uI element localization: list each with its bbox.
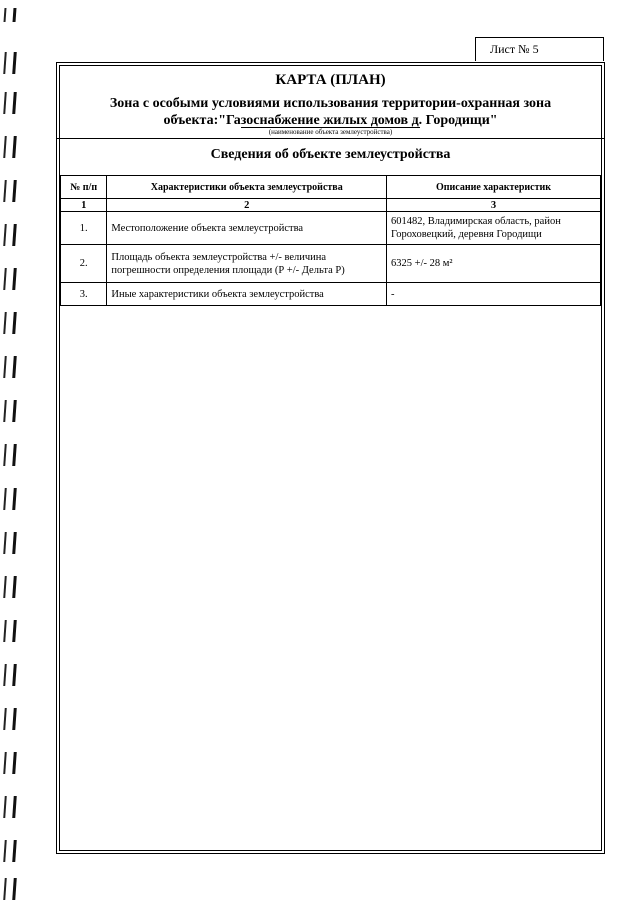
binding-mark xyxy=(3,664,17,686)
row-description: 6325 +/- 28 м² xyxy=(387,245,601,283)
page-title: КАРТА (ПЛАН) xyxy=(275,72,386,88)
row-number: 1. xyxy=(61,212,107,245)
binding-mark xyxy=(4,8,17,22)
binding-marks xyxy=(4,0,18,905)
binding-mark xyxy=(3,620,17,642)
binding-mark xyxy=(3,488,17,510)
sheet-number: Лист № 5 xyxy=(475,37,604,61)
column-index-row xyxy=(61,199,601,212)
zone-title xyxy=(57,95,604,129)
table-row xyxy=(61,283,601,306)
binding-mark xyxy=(3,312,17,334)
row-description: - xyxy=(387,283,601,306)
header-number: № п/п xyxy=(61,176,107,199)
header-characteristic: Характеристики объекта землеустройства xyxy=(107,176,387,199)
row-characteristic: Иные характеристики объекта землеустройства xyxy=(107,283,387,306)
binding-mark xyxy=(3,796,17,818)
index-cell: 3 xyxy=(387,199,601,212)
binding-mark xyxy=(3,268,17,290)
binding-mark xyxy=(3,180,17,202)
binding-mark xyxy=(3,576,17,598)
binding-mark xyxy=(3,840,17,862)
row-number: 3. xyxy=(61,283,107,306)
binding-mark xyxy=(3,224,17,246)
table-row xyxy=(61,245,601,283)
binding-mark xyxy=(3,92,17,114)
binding-mark xyxy=(3,752,17,774)
header-description: Описание характеристик xyxy=(387,176,601,199)
binding-mark xyxy=(3,708,17,730)
binding-mark xyxy=(3,878,17,900)
document-header xyxy=(57,63,604,139)
table-header-row xyxy=(61,176,601,199)
index-cell: 2 xyxy=(107,199,387,212)
binding-mark xyxy=(3,356,17,378)
zone-title-line-2: объекта:"Газоснабжение жилых домов д. Городищи" xyxy=(163,113,498,128)
table-row xyxy=(61,212,601,245)
binding-mark xyxy=(3,532,17,554)
characteristics-table xyxy=(60,175,601,306)
caption-text: (наименование объекта землеустройства) xyxy=(241,127,420,136)
object-name-caption xyxy=(57,128,604,136)
binding-mark xyxy=(3,444,17,466)
binding-mark xyxy=(3,52,17,74)
binding-mark xyxy=(3,136,17,158)
row-characteristic: Местоположение объекта землеустройства xyxy=(107,212,387,245)
row-number: 2. xyxy=(61,245,107,283)
section-title: Сведения об объекте землеустройства xyxy=(210,147,451,162)
zone-title-line-1: Зона с особыми условиями использования территории-охранная зона xyxy=(109,96,552,111)
row-description: 601482, Владимирская область, район Гороховецкий, деревня Городищи xyxy=(387,212,601,245)
binding-mark xyxy=(3,400,17,422)
index-cell: 1 xyxy=(61,199,107,212)
document-frame xyxy=(56,62,605,854)
row-characteristic: Площадь объекта землеустройства +/- величина погрешности определения площади (Р +/- Дельта Р) xyxy=(107,245,387,283)
